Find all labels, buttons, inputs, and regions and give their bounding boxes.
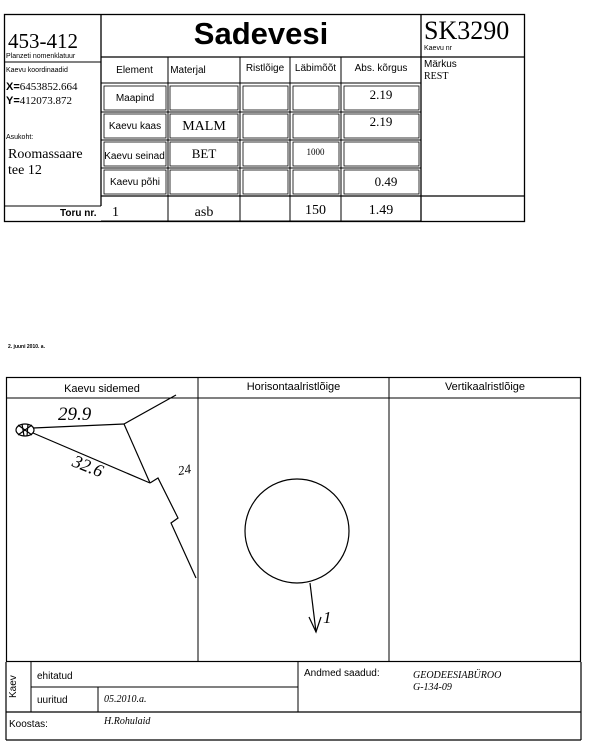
coordinates-label: Kaevu koordinaadid [6, 67, 68, 74]
row-element: Kaevu seinad [104, 151, 165, 162]
y-prefix: Y= [6, 95, 20, 107]
distance-label: 24 [176, 460, 193, 479]
pipe-abs-korgus: 1.49 [368, 203, 394, 218]
measured-label: uuritud [37, 695, 68, 706]
well-id-label: Kaevu nr [424, 45, 453, 52]
location-line1: Roomassaare [8, 147, 83, 162]
pipe-materjal: asb [194, 205, 214, 220]
x-prefix: X= [6, 81, 20, 93]
map-sheet-number: 453-412 [8, 29, 78, 53]
col-header-abs-korgus: Abs. kõrgus [354, 63, 408, 74]
map-sheet-label: Planzeti nomenklatuur [6, 53, 76, 60]
cell-labimoot: 1000 [306, 147, 325, 157]
author-label: Koostas: [9, 719, 48, 730]
col-header-ristloige: Ristlõige [245, 63, 285, 74]
row-element: Kaevu põhi [109, 177, 161, 188]
cell-materjal: MALM [182, 119, 226, 134]
pipe-labimoot: 150 [305, 203, 326, 218]
remark-value: REST [424, 71, 449, 82]
kaev-label: Kaev [8, 675, 19, 698]
x-value: 6453852.664 [19, 81, 78, 93]
well-id: SK3290 [424, 16, 510, 45]
col-title-horizontal-section: Horisontaalristlõige [246, 381, 341, 393]
col-title-vertical-section: Vertikaalristlõige [444, 381, 526, 393]
data-from-line2: G-134-09 [413, 682, 452, 693]
data-from-line1: GEODEESIABÜROO [413, 670, 502, 681]
page-title: Sadevesi [193, 16, 329, 51]
data-from-label: Andmed saadud: [304, 668, 380, 679]
cell-materjal: BET [191, 146, 217, 161]
coordinate-y [6, 95, 72, 107]
pipe-nr: 1 [112, 205, 119, 220]
y-value: 412073.872 [19, 95, 73, 107]
distance-label: 32.6 [69, 450, 107, 482]
row-element: Kaevu kaas [108, 121, 162, 132]
pipe-label: Toru nr. [60, 208, 97, 219]
well-ties-sketch [16, 395, 349, 632]
location-label: Asukoht: [6, 134, 34, 141]
cell-abs-korgus: 2.19 [369, 87, 393, 102]
coordinate-x [6, 81, 78, 93]
row-element: Maapind [115, 93, 155, 104]
pipe-number-label: 1 [323, 608, 332, 627]
built-label: ehitatud [37, 671, 73, 682]
col-title-well-ties: Kaevu sidemed [64, 383, 140, 395]
col-header-labimoot: Läbimõõt [294, 63, 337, 74]
cell-abs-korgus: 2.19 [369, 114, 393, 129]
col-header-materjal: Materjal [170, 65, 206, 76]
distance-label: 29.9 [58, 404, 92, 425]
author-value: H.Rohulaid [104, 716, 151, 727]
col-header-element: Element [116, 65, 153, 76]
date-note: 2. juuni 2010. a. [8, 344, 45, 350]
measured-value: 05.2010.a. [104, 694, 147, 705]
col-header-markus: Märkus [424, 59, 457, 70]
cell-abs-korgus: 0.49 [374, 174, 398, 189]
location-line2: tee 12 [8, 163, 42, 178]
